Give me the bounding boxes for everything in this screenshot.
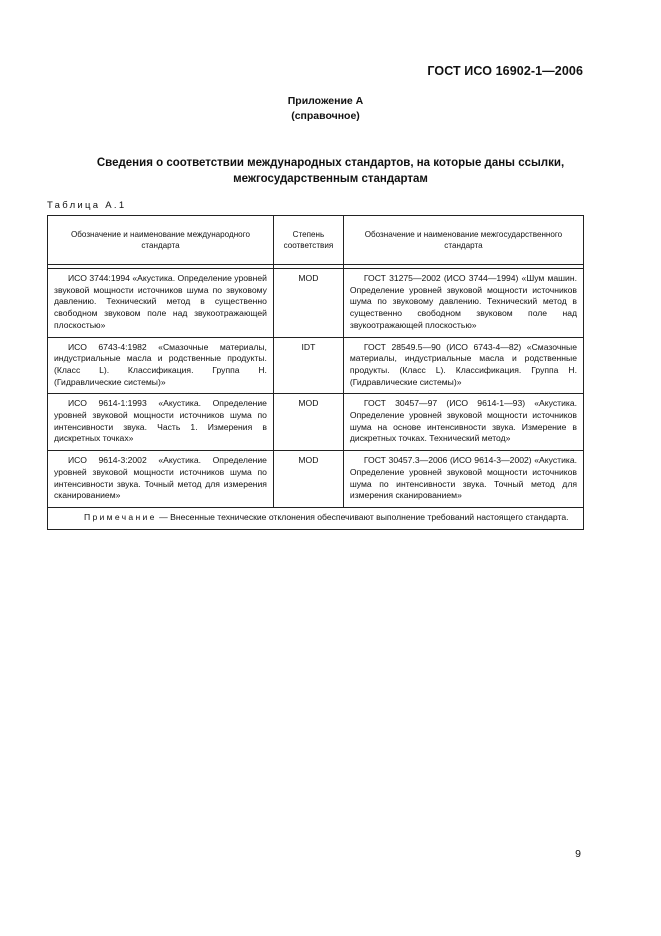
cell-degree: IDT xyxy=(273,337,343,394)
cell-international: ИСО 9614-3:2002 «Акустика. Определение уровней звуковой мощности источников шума по интенсивности звука. Точный метод для измерения сканированием» xyxy=(48,451,274,508)
cell-degree: MOD xyxy=(273,269,343,338)
standard-code: ГОСТ ИСО 16902-1—2006 xyxy=(427,64,583,78)
note-paragraph xyxy=(54,512,577,524)
header-interstate: Обозначение и наименование межгосударственного стандарта xyxy=(343,216,583,265)
table-row xyxy=(48,337,584,394)
cell-interstate: ГОСТ 30457.3—2006 (ИСО 9614-3—2002) «Акустика. Определение уровней звуковой мощности источников шума по интенсивности звука. Точный метод для измерения сканированием» xyxy=(343,451,583,508)
cell-interstate: ГОСТ 28549.5—90 (ИСО 6743-4—82) «Смазочные материалы, индустриальные масла и родственные продукты. (Класс L). Классификация. Группа Н. (Гидравлические системы)» xyxy=(343,337,583,394)
cell-international: ИСО 6743-4:1982 «Смазочные материалы, индустриальные масла и родственные продукты. (Класс L). Классификация. Группа Н. (Гидравлические системы)» xyxy=(48,337,274,394)
appendix-title: Приложение А xyxy=(287,95,364,107)
cell-degree: MOD xyxy=(273,451,343,508)
document-title xyxy=(40,155,621,187)
note-label: Примечание xyxy=(84,511,157,522)
correspondence-table xyxy=(47,215,584,530)
cell-international: ИСО 3744:1994 «Акустика. Определение уровней звуковой мощности источников шума по звуковому давлению. Технический метод в существенно свободном звуковом поле над звукоотражающей плоскостью» xyxy=(48,269,274,338)
table-caption: Таблица А.1 xyxy=(47,200,127,211)
cell-international: ИСО 9614-1:1993 «Акустика. Определение уровней звуковой мощности источников шума по интенсивности звука. Часть 1. Измерения в дискретных точках» xyxy=(48,394,274,451)
table-note-row xyxy=(48,507,584,529)
table-row xyxy=(48,394,584,451)
header-degree: Степень соответствия xyxy=(273,216,343,265)
note-text: — Внесенные технические отклонения обеспечивают выполнение требований настоящего стандарта. xyxy=(159,511,569,522)
appendix-subtitle: (справочное) xyxy=(291,110,360,122)
table-row xyxy=(48,451,584,508)
table-note xyxy=(48,507,584,529)
document-title-line-2: межгосударственным стандартам xyxy=(233,173,428,185)
page-number: 9 xyxy=(575,848,581,860)
table-header-row xyxy=(48,216,584,265)
document-title-line-1: Сведения о соответствии международных стандартов, на которые даны ссылки, xyxy=(96,157,565,169)
cell-interstate: ГОСТ 30457—97 (ИСО 9614-1—93) «Акустика. Определение уровней звуковой мощности источников шума на основе интенсивности звука. Измерение в дискретных точках. Технический метод» xyxy=(343,394,583,451)
header-international: Обозначение и наименование международного стандарта xyxy=(48,216,274,265)
table-row xyxy=(48,269,584,338)
appendix-heading xyxy=(0,94,661,124)
cell-interstate: ГОСТ 31275—2002 (ИСО 3744—1994) «Шум машин. Определение уровней звуковой мощности источников шума по звуковому давлению. Технический метод в существенно свободном звуковом поле над звукоотражающей плоскостью» xyxy=(343,269,583,338)
cell-degree: MOD xyxy=(273,394,343,451)
